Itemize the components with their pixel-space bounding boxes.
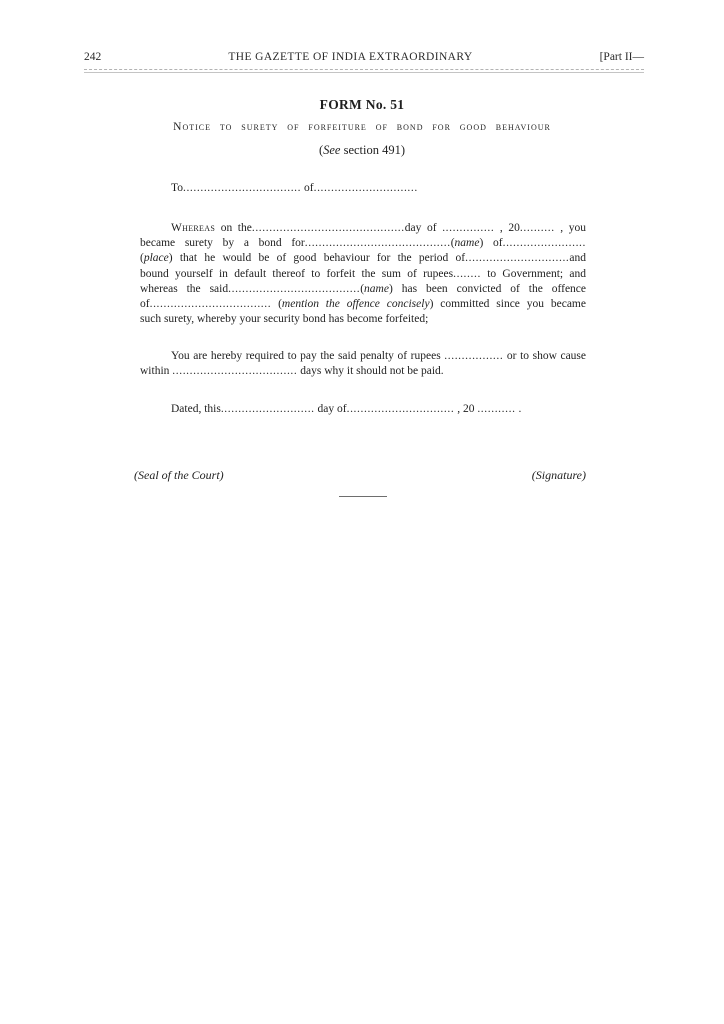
part-label: [Part II— <box>599 51 644 63</box>
text-segment: became surety by a bond for <box>140 237 305 250</box>
text-segment: ........ <box>453 267 481 280</box>
text-segment: Whereas <box>171 222 216 234</box>
text-segment: days why it should not be paid. <box>297 365 444 378</box>
text-segment: such surety, whereby your security bond has become forfeited; <box>140 313 429 326</box>
text-segment: on the <box>215 222 252 234</box>
page-number: 242 <box>84 51 102 63</box>
seal-of-court-label: (Seal of the Court) <box>134 468 224 482</box>
text-segment: mention the offence concisely <box>281 298 430 311</box>
text-segment: .................................. <box>182 182 302 194</box>
text-segment: of <box>301 182 314 194</box>
text-segment: ............................... <box>346 403 455 415</box>
text-segment: To <box>171 182 183 194</box>
text-line <box>140 181 586 196</box>
text-line <box>140 236 586 251</box>
text-segment: to Government; and <box>480 267 586 280</box>
text-segment: ( <box>271 298 282 311</box>
text-segment: whereas the said <box>140 282 229 295</box>
text-segment: ) of <box>479 237 503 250</box>
text-segment: ........... <box>477 403 516 415</box>
signature-row <box>134 468 586 483</box>
text-segment: ) that he would be of good behaviour for the period of <box>168 252 466 265</box>
end-of-form-rule <box>339 496 387 497</box>
text-segment: ............................................ <box>251 222 405 234</box>
text-segment: bound yourself in default thereof to forfeit the sum of rupees <box>140 267 454 280</box>
text-segment: name <box>364 282 389 295</box>
dated-line <box>140 402 586 417</box>
text-line <box>140 349 586 364</box>
text-line <box>140 364 586 379</box>
text-segment: or to show cause <box>503 350 587 362</box>
text-segment: .......................................... <box>304 237 451 250</box>
text-segment: ( <box>360 282 365 295</box>
addressee-line <box>140 181 586 196</box>
text-segment: day of <box>404 222 443 234</box>
text-line <box>0 143 724 158</box>
signature-label: (Signature) <box>531 468 586 482</box>
text-line <box>140 297 586 312</box>
section-reference <box>0 143 724 158</box>
text-segment: within <box>140 365 173 378</box>
text-segment: See <box>323 143 341 157</box>
text-segment: You are hereby required to pay the said penalty of rupees <box>171 350 445 362</box>
text-segment: , 20 <box>454 403 478 415</box>
penalty-paragraph <box>140 349 586 379</box>
text-segment: ................. <box>444 350 504 362</box>
whereas-paragraph <box>140 221 586 327</box>
text-segment: ........................... <box>220 403 315 415</box>
text-segment: . <box>515 403 522 415</box>
text-segment: name <box>454 237 480 250</box>
header-divider-rule <box>84 69 644 73</box>
running-header <box>84 51 644 63</box>
text-segment: .................................... <box>172 365 298 378</box>
text-segment: day of <box>314 403 347 415</box>
text-segment: , 20 <box>494 222 520 234</box>
text-segment: ( <box>450 237 455 250</box>
form-subtitle: Notice to surety of forfeiture of bond for good behaviour <box>173 121 551 133</box>
text-segment: ( <box>318 143 324 157</box>
text-segment: ...................................... <box>228 282 361 295</box>
text-segment: Dated, this <box>171 403 221 415</box>
text-segment: of <box>140 298 150 311</box>
text-segment: ( <box>140 252 144 265</box>
text-segment: ................................... <box>149 298 272 311</box>
text-line <box>140 251 586 266</box>
form-number-title: FORM No. 51 <box>319 97 405 112</box>
text-segment: .............................. <box>465 252 570 265</box>
text-segment: ............... <box>442 222 495 234</box>
text-line <box>140 221 586 236</box>
text-segment: section 491) <box>340 143 406 157</box>
text-line <box>140 402 586 417</box>
text-line <box>140 312 586 327</box>
text-segment: ) committed since you became <box>429 298 586 311</box>
text-segment: ........................ <box>502 237 586 250</box>
text-segment: ) has been convicted of the offence <box>388 282 587 295</box>
text-segment: .......... <box>519 222 555 234</box>
text-segment: , you <box>554 222 587 234</box>
text-segment: and <box>569 252 586 265</box>
text-line <box>140 267 586 282</box>
gazette-title: THE GAZETTE OF INDIA EXTRAORDINARY <box>228 51 473 63</box>
text-segment: place <box>143 252 169 265</box>
text-segment: .............................. <box>313 182 418 194</box>
text-line <box>140 282 586 297</box>
